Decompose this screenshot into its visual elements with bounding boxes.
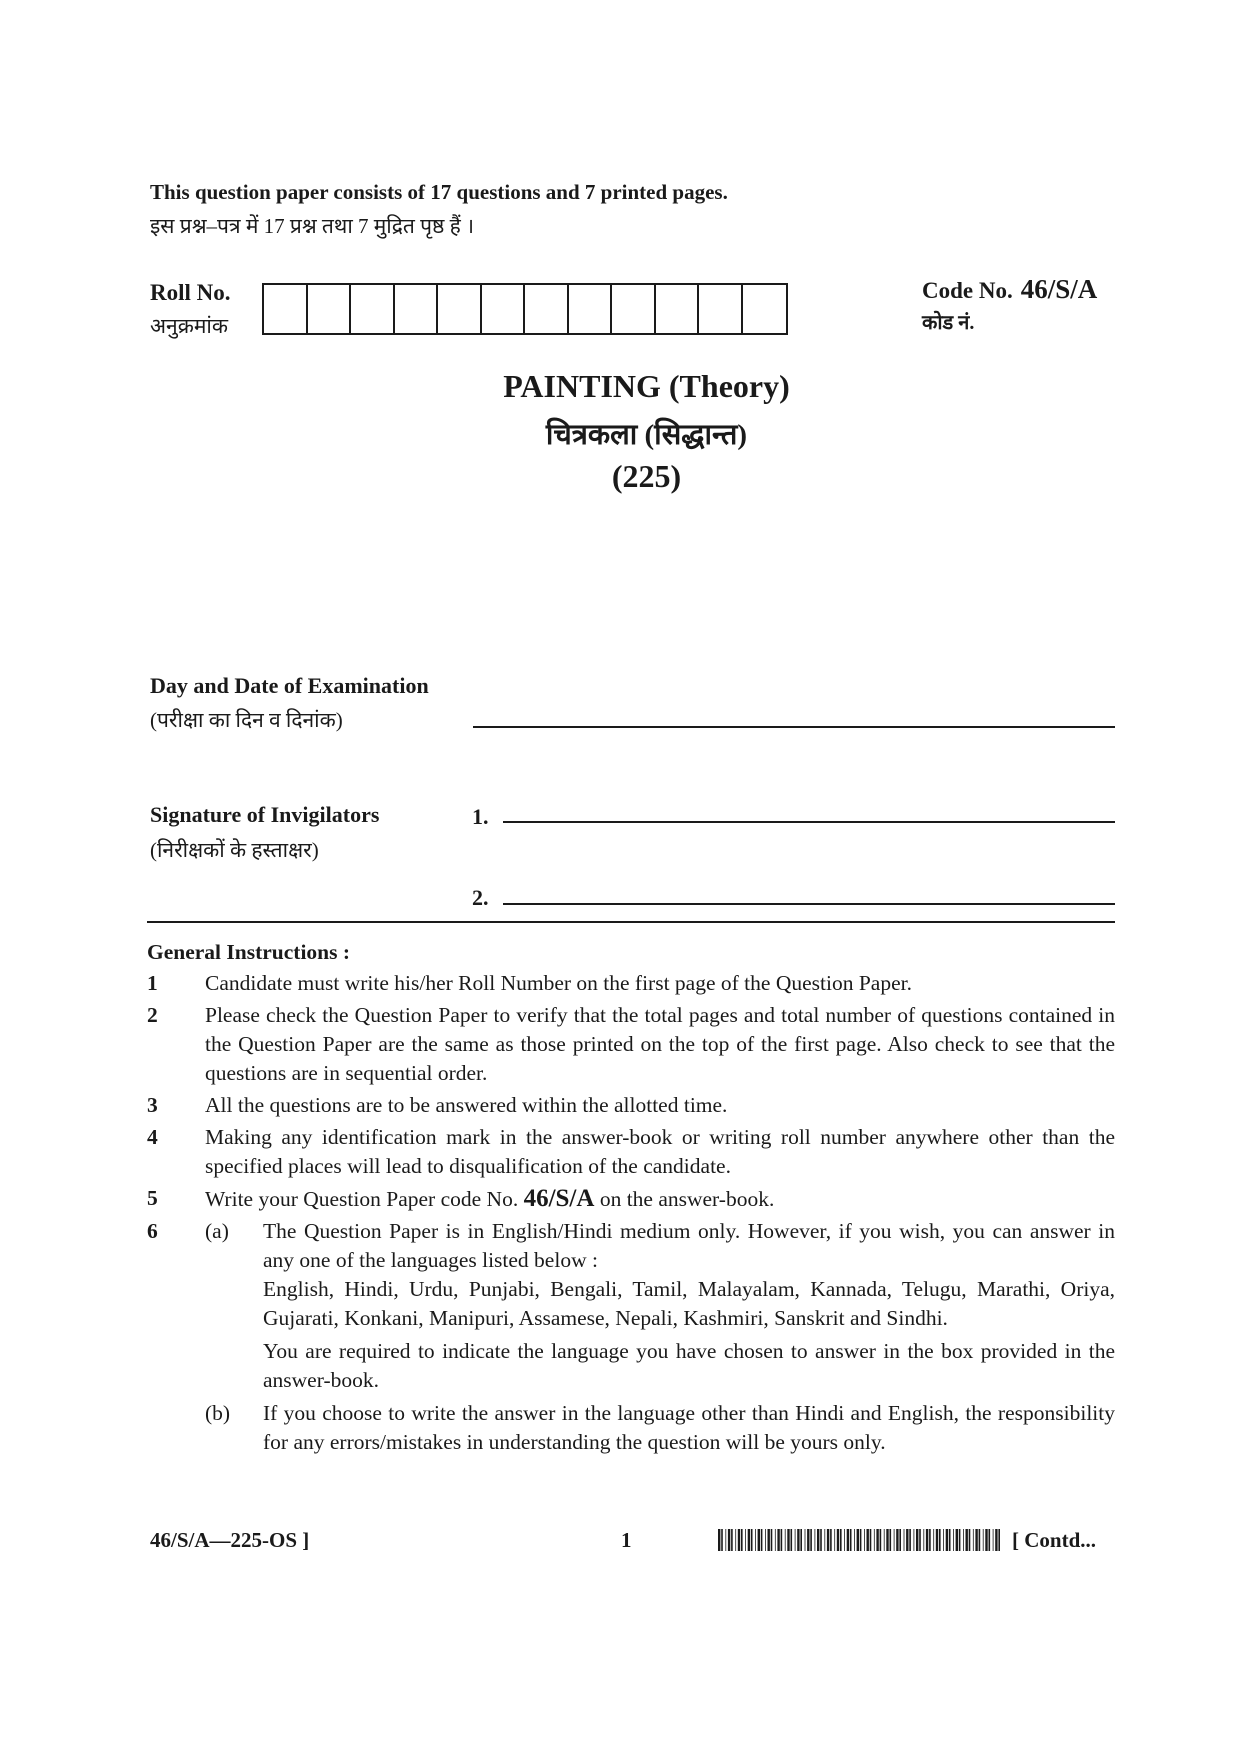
barcode-bar [867, 1529, 869, 1551]
barcode-bar [787, 1529, 789, 1551]
signature-1-line[interactable] [503, 821, 1115, 823]
subitem-tag: (b) [205, 1401, 231, 1425]
barcode-bar [998, 1529, 1000, 1551]
barcode-bar [899, 1529, 901, 1551]
roll-number-box[interactable] [351, 285, 395, 333]
barcode-bar [791, 1529, 793, 1551]
instruction-text: Making any identification mark in the answer-book or writing roll number anywhere other than the specified places will lead to disqualification of the candidate. [205, 1125, 1115, 1178]
instruction-number: 6 [147, 1219, 158, 1243]
barcode-bar [923, 1529, 924, 1551]
roll-number-box[interactable] [308, 285, 352, 333]
barcode-bar [805, 1529, 806, 1551]
language-list: English, Hindi, Urdu, Punjabi, Bengali, Tamil, Malayalam, Kannada, Telugu, Marathi, Oriya, Gujarati, Konkani, Manipuri, Assamese, Nepali, Kashmiri, Sanskrit and Sindhi. [263, 1277, 1115, 1330]
general-instructions [147, 938, 1115, 1457]
subitem-text: The Question Paper is in English/Hindi medium only. However, if you wish, you can answer in any one of the languages listed below : [263, 1219, 1115, 1272]
barcode-bar [781, 1529, 783, 1551]
barcode-bar [914, 1529, 915, 1551]
roll-number-box[interactable] [743, 285, 787, 333]
barcode-bar [775, 1529, 776, 1551]
barcode-bar [919, 1529, 921, 1551]
barcode-bar [837, 1529, 839, 1551]
code-number-value: 46/S/A [1020, 274, 1098, 304]
signature-1-number: 1. [472, 804, 489, 829]
barcode-bar [830, 1529, 832, 1551]
barcode-bar [963, 1529, 964, 1551]
barcode-bar [854, 1529, 855, 1551]
code-number [922, 274, 1097, 305]
barcode-bar [946, 1529, 948, 1551]
barcode-bar [874, 1529, 875, 1551]
barcode-bar [797, 1529, 799, 1551]
barcode-bar [728, 1529, 730, 1551]
instruction-text: All the questions are to be answered within the allotted time. [205, 1093, 728, 1117]
instruction-number: 1 [147, 971, 158, 995]
barcode-bar [929, 1529, 931, 1551]
barcode-bar [975, 1529, 977, 1551]
barcode-bar [909, 1529, 911, 1551]
roll-number-box[interactable] [395, 285, 439, 333]
barcode-bar [993, 1529, 994, 1551]
instructions-heading: General Instructions : [147, 940, 351, 964]
barcode-bar [718, 1529, 720, 1551]
barcode-bar [949, 1529, 951, 1551]
subject-title: PAINTING (Theory) [503, 368, 790, 404]
barcode-bar [731, 1529, 733, 1551]
instruction-text: Please check the Question Paper to verify that the total pages and total number of questions contained in the Question Paper are the same as those printed on the top of the first page. Also check to see that the questions are in sequential order. [205, 1003, 1115, 1085]
barcode-bar [876, 1529, 878, 1551]
barcode-bar [884, 1529, 885, 1551]
barcode-bar [926, 1529, 928, 1551]
code-number-label-hindi: कोड नं. [922, 312, 975, 334]
barcode-bar [834, 1529, 835, 1551]
barcode-bar [725, 1529, 726, 1551]
instruction-code: 46/S/A [523, 1185, 595, 1212]
roll-number-box[interactable] [699, 285, 743, 333]
roll-number-box[interactable] [612, 285, 656, 333]
roll-number-box[interactable] [482, 285, 526, 333]
instruction-item [147, 969, 1115, 998]
barcode-bar [857, 1529, 859, 1551]
barcode-bar [721, 1529, 723, 1551]
instruction-item [147, 1184, 1115, 1214]
roll-number-boxes[interactable] [262, 283, 788, 335]
barcode-bar [936, 1529, 938, 1551]
signature-2-line[interactable] [503, 903, 1115, 905]
exam-date-label-hindi: (परीक्षा का दिन व दिनांक) [150, 708, 343, 732]
barcode-bar [973, 1529, 974, 1551]
instruction-subitem-b [205, 1399, 1115, 1457]
barcode-bar [989, 1529, 991, 1551]
instruction-text: Candidate must write his/her Roll Number on the first page of the Question Paper. [205, 971, 912, 995]
roll-number-box[interactable] [438, 285, 482, 333]
barcode-bar [807, 1529, 809, 1551]
barcode-bar [820, 1529, 822, 1551]
barcode-bar [800, 1529, 802, 1551]
barcode-bar [953, 1529, 954, 1551]
barcode-bar [969, 1529, 971, 1551]
instruction-number: 2 [147, 1003, 158, 1027]
roll-number-box[interactable] [569, 285, 613, 333]
invigilator-signature-label: Signature of Invigilators [150, 802, 380, 827]
barcode-bar [956, 1529, 958, 1551]
page-number: 1 [621, 1528, 632, 1552]
barcode-bar [896, 1529, 898, 1551]
instruction-number: 5 [147, 1186, 158, 1210]
barcode-bar [777, 1529, 779, 1551]
barcode-bar [768, 1529, 770, 1551]
instruction-item [147, 1091, 1115, 1120]
barcode-bar [864, 1529, 865, 1551]
barcode-bar [815, 1529, 816, 1551]
instruction-item [147, 1123, 1115, 1181]
barcode-bar [755, 1529, 756, 1551]
instruction-item [147, 1001, 1115, 1088]
barcode-bar [979, 1529, 981, 1551]
subject-code: (225) [611, 458, 682, 494]
barcode-bar [983, 1529, 984, 1551]
barcode-bar [795, 1529, 796, 1551]
barcode-bar [850, 1529, 852, 1551]
barcode-bar [817, 1529, 819, 1551]
barcode-bar [894, 1529, 895, 1551]
roll-number-label: Roll No. [150, 280, 231, 305]
barcode-bar [916, 1529, 918, 1551]
roll-number-box[interactable] [264, 285, 308, 333]
instruction-item [147, 1217, 1115, 1457]
barcode-bar [966, 1529, 968, 1551]
barcode-bar [985, 1529, 987, 1551]
barcode-bar [880, 1529, 882, 1551]
barcode-bar [904, 1529, 905, 1551]
barcode-bar [933, 1529, 934, 1551]
barcode-bar [886, 1529, 888, 1551]
barcode-bar [847, 1529, 849, 1551]
barcode-bar [741, 1529, 743, 1551]
roll-number-box[interactable] [525, 285, 569, 333]
barcode-bar [844, 1529, 845, 1551]
signature-2-number: 2. [472, 885, 489, 910]
instruction-text-before: Write your Question Paper code No. [205, 1187, 519, 1211]
barcode-bar [745, 1529, 746, 1551]
exam-date-line[interactable] [473, 726, 1115, 728]
code-number-label: Code No. [922, 278, 1013, 303]
subitem-tag: (a) [205, 1219, 229, 1243]
barcode-bar [810, 1529, 812, 1551]
section-divider [147, 921, 1115, 923]
instruction-text [205, 1217, 1115, 1457]
barcode-bar [939, 1529, 941, 1551]
instruction-text-after: on the answer-book. [599, 1187, 775, 1211]
roll-number-label-hindi: अनुक्रमांक [150, 314, 228, 338]
barcode-bar [758, 1529, 760, 1551]
barcode-bar [738, 1529, 740, 1551]
barcode-bar [943, 1529, 944, 1551]
invigilator-signature-label-hindi: (निरीक्षकों के हस्ताक्षर) [150, 838, 319, 862]
barcode-bar [840, 1529, 842, 1551]
barcode-bar [765, 1529, 766, 1551]
instruction-number: 4 [147, 1125, 158, 1149]
exam-date-label: Day and Date of Examination [150, 673, 429, 698]
barcode-bar [959, 1529, 961, 1551]
paper-id: 46/S/A—225-OS ] [150, 1528, 310, 1552]
barcode-bar [824, 1529, 825, 1551]
barcode-bar [751, 1529, 753, 1551]
barcode [718, 1529, 1002, 1551]
barcode-bar [870, 1529, 872, 1551]
language-note: You are required to indicate the language you have chosen to answer in the box provided in the answer-book. [263, 1339, 1115, 1392]
barcode-bar [906, 1529, 908, 1551]
barcode-bar [890, 1529, 892, 1551]
barcode-bar [860, 1529, 862, 1551]
instruction-text [205, 1184, 1115, 1214]
barcode-bar [827, 1529, 829, 1551]
subitem-text: If you choose to write the answer in the language other than Hindi and English, the responsibility for any errors/mistakes in understanding the question will be yours only. [263, 1401, 1115, 1454]
instruction-number: 3 [147, 1093, 158, 1117]
intro-hindi: इस प्रश्न–पत्र में 17 प्रश्न तथा 7 मुद्रित पृष्ठ हैं । [150, 214, 475, 238]
barcode-bar [748, 1529, 750, 1551]
instruction-subitem-a [205, 1217, 1115, 1275]
barcode-bar [735, 1529, 736, 1551]
barcode-bar [761, 1529, 763, 1551]
roll-number-box[interactable] [656, 285, 700, 333]
barcode-bar [771, 1529, 773, 1551]
barcode-bar [785, 1529, 786, 1551]
barcode-bar [995, 1529, 997, 1551]
contd-label: [ Contd... [1012, 1528, 1097, 1552]
intro-english: This question paper consists of 17 questions and 7 printed pages. [150, 180, 728, 204]
subject-title-hindi: चित्रकला (सिद्धान्त) [545, 419, 748, 451]
